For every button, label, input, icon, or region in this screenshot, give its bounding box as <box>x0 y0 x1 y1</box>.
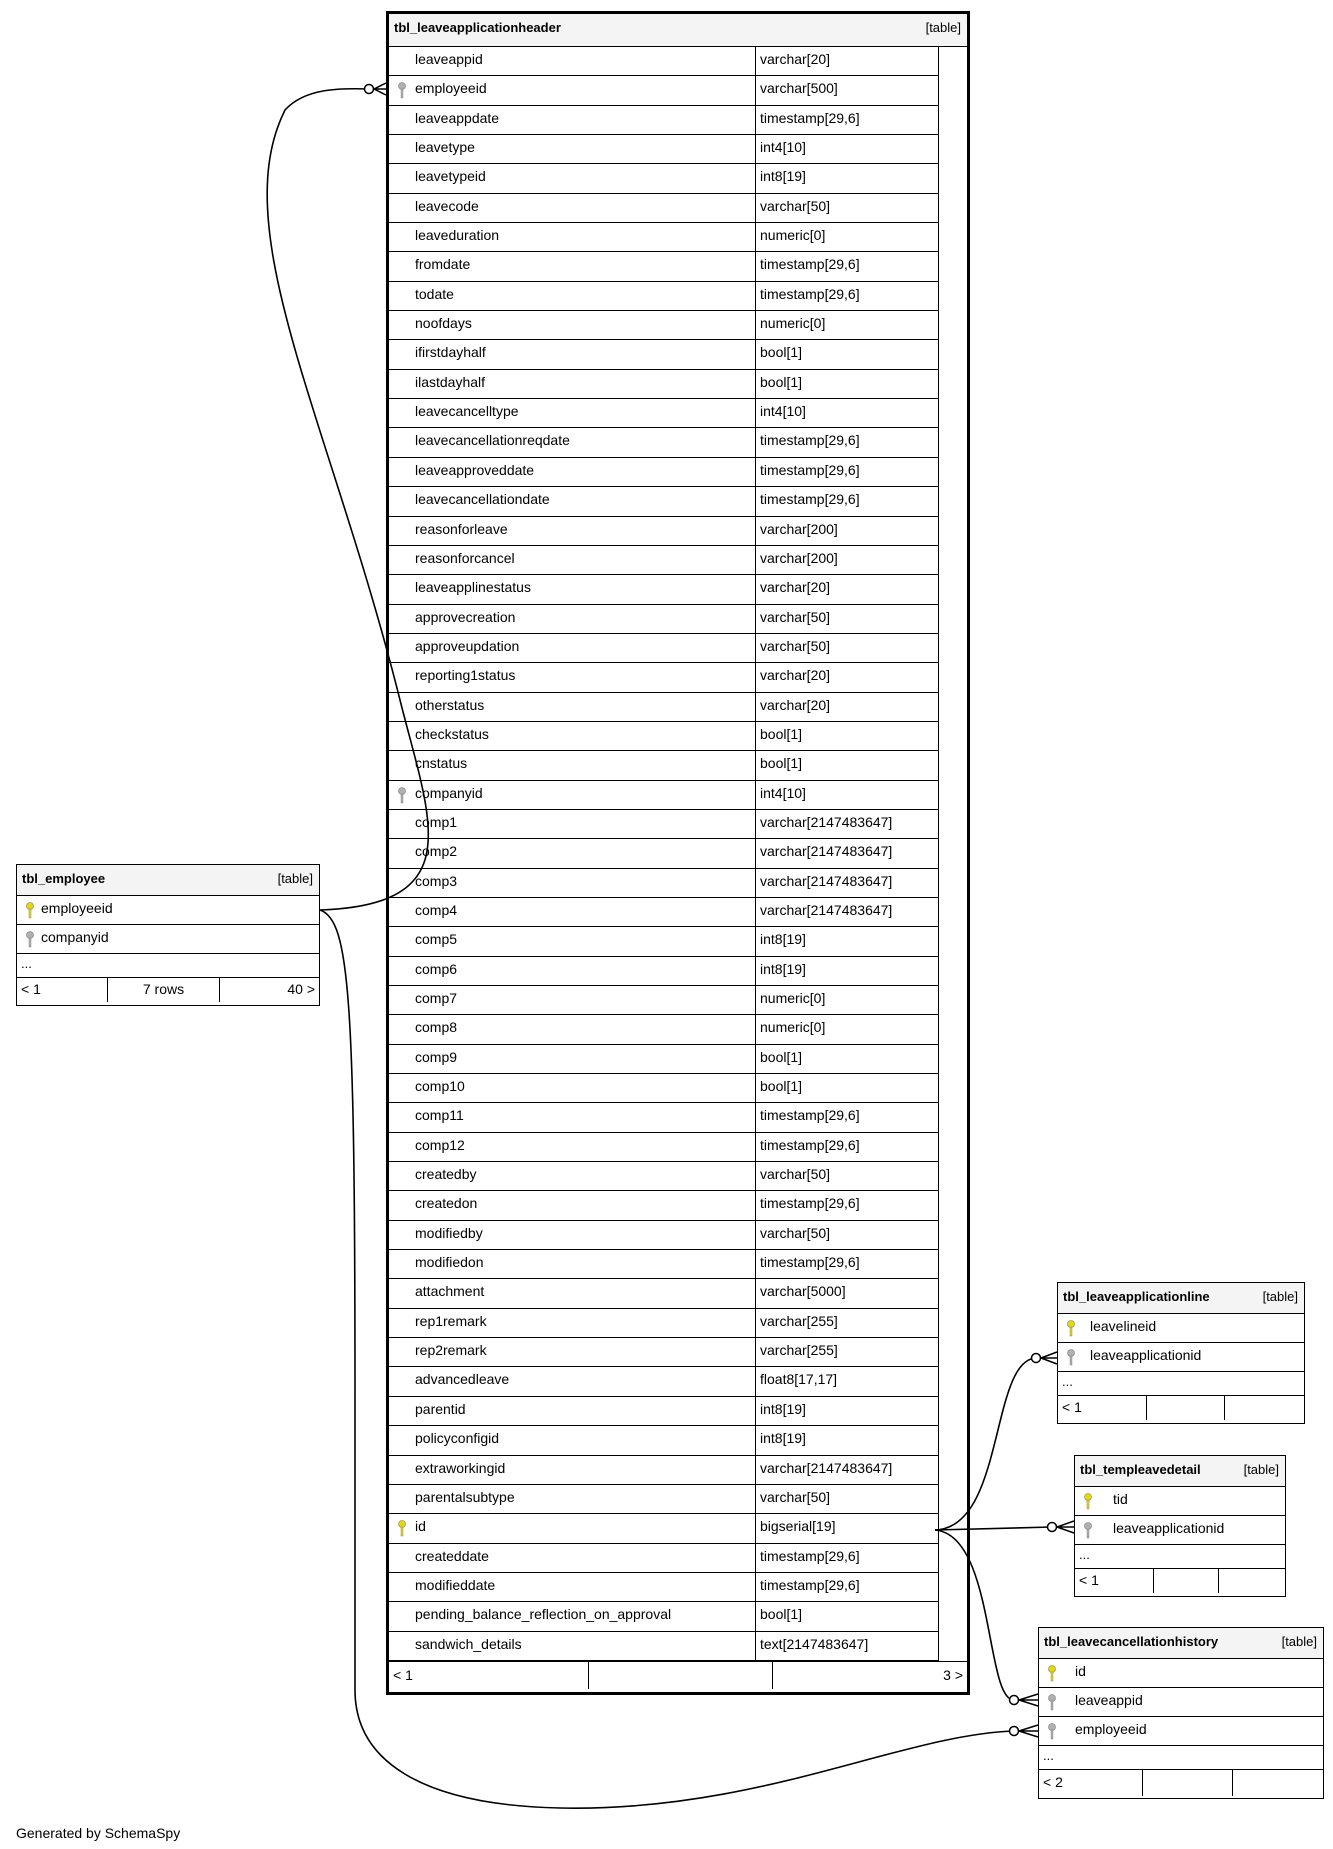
column-type: int4[10] <box>755 399 806 427</box>
column-type: varchar[200] <box>755 546 838 574</box>
column-type: bool[1] <box>755 340 802 368</box>
crowfoot-marker <box>1041 1352 1057 1364</box>
column-name: leaveappid <box>1075 1692 1143 1708</box>
column-name: checkstatus <box>415 725 489 742</box>
column-type: varchar[200] <box>755 517 838 545</box>
footer-rows: 7 rows <box>108 978 220 1002</box>
column-type: bool[1] <box>755 1045 802 1073</box>
column-type: varchar[2147483647] <box>755 898 892 926</box>
column-name: leaveapproveddate <box>415 461 535 478</box>
column-name: leavelineid <box>1090 1318 1157 1334</box>
table-type-label: [table] <box>1281 1634 1317 1649</box>
column-name: cnstatus <box>415 755 468 772</box>
column-type: varchar[20] <box>755 575 830 603</box>
column-name: rep1remark <box>415 1312 487 1329</box>
column-name: comp12 <box>415 1136 465 1153</box>
column-type: varchar[20] <box>755 693 830 721</box>
table-type-label: [table] <box>277 871 313 886</box>
table-name: tbl_leaveapplicationheader <box>394 20 561 35</box>
column-name: comp9 <box>415 1048 458 1065</box>
column-type: int8[19] <box>755 1397 806 1425</box>
column-type: bool[1] <box>755 370 802 398</box>
column-type: varchar[255] <box>755 1309 838 1337</box>
column-type: text[2147483647] <box>755 1632 868 1660</box>
column-name: comp7 <box>415 990 458 1006</box>
column-type: bool[1] <box>755 722 802 750</box>
table-name: tbl_employee <box>22 871 106 886</box>
column-name: reasonforcancel <box>415 549 515 566</box>
column-type: bigserial[19] <box>755 1514 836 1542</box>
column-name: leaveappdate <box>415 109 500 126</box>
column-type: bool[1] <box>755 1074 802 1102</box>
column-type: varchar[50] <box>755 1221 830 1249</box>
column-type: timestamp[29,6] <box>755 487 860 515</box>
footer-prev[interactable]: < 1 <box>1075 1569 1154 1593</box>
column-name: comp4 <box>415 901 458 918</box>
link-employee-to-header-employeeid <box>267 89 428 910</box>
column-type: varchar[255] <box>755 1338 838 1366</box>
column-name: employeeid <box>1075 1721 1147 1737</box>
column-type: varchar[5000] <box>755 1279 846 1307</box>
column-name: employeeid <box>415 80 487 97</box>
column-type: varchar[2147483647] <box>755 869 892 897</box>
crowfoot-marker <box>374 83 386 95</box>
column-name: approvecreation <box>415 608 516 625</box>
column-name: comp5 <box>415 931 458 948</box>
link-employee-to-cancellation-employeeid <box>320 910 1014 1808</box>
column-name: extraworkingid <box>415 1459 506 1476</box>
column-name: approveupdation <box>415 637 520 654</box>
column-name: attachment <box>415 1283 485 1300</box>
column-name: comp6 <box>415 960 458 977</box>
column-type: bool[1] <box>755 1602 802 1630</box>
more-columns-ellipsis: ... <box>1075 1545 1285 1569</box>
crowfoot-marker <box>1019 1694 1038 1706</box>
table-type-label: [table] <box>925 20 961 35</box>
table-type-label: [table] <box>1243 1462 1279 1477</box>
optional-marker <box>365 85 374 94</box>
column-type: timestamp[29,6] <box>755 1103 860 1131</box>
column-type: varchar[2147483647] <box>755 839 892 867</box>
column-name: leavetypeid <box>415 168 486 185</box>
column-type: timestamp[29,6] <box>755 1250 860 1278</box>
more-columns-ellipsis: ... <box>1058 1372 1304 1396</box>
link-header-id-to-cancellation <box>935 1530 1014 1700</box>
column-type: varchar[50] <box>755 605 830 633</box>
column-name: createdon <box>415 1195 478 1212</box>
more-columns-ellipsis: ... <box>17 954 319 978</box>
column-type: numeric[0] <box>755 986 825 1014</box>
column-type: numeric[0] <box>755 1015 825 1043</box>
column-name: createddate <box>415 1547 489 1564</box>
crowfoot-marker <box>1019 1725 1038 1737</box>
column-type: timestamp[29,6] <box>755 1544 860 1572</box>
column-type: varchar[20] <box>755 663 830 691</box>
column-name: companyid <box>415 784 483 801</box>
column-type: varchar[50] <box>755 1162 830 1190</box>
footer-next[interactable]: 40 > <box>287 981 315 997</box>
column-type: varchar[50] <box>755 1485 830 1513</box>
column-type: timestamp[29,6] <box>755 458 860 486</box>
table-type-label: [table] <box>1262 1289 1298 1304</box>
column-name: employeeid <box>41 900 113 916</box>
column-type: varchar[50] <box>755 194 830 222</box>
column-name: parentid <box>415 1400 466 1417</box>
column-name: parentalsubtype <box>415 1488 515 1505</box>
table-name: tbl_templeavedetail <box>1080 1462 1201 1477</box>
crowfoot-marker <box>1057 1521 1074 1533</box>
column-name: comp10 <box>415 1078 465 1095</box>
column-name: id <box>415 1518 426 1535</box>
column-type: varchar[2147483647] <box>755 810 892 838</box>
link-header-id-to-line <box>935 1358 1036 1530</box>
footer-next[interactable]: 3 > <box>943 1666 963 1683</box>
column-type: timestamp[29,6] <box>755 428 860 456</box>
column-name: rep2remark <box>415 1342 487 1359</box>
column-type: timestamp[29,6] <box>755 1191 860 1219</box>
column-name: sandwich_details <box>415 1635 522 1652</box>
table-name: tbl_leavecancellationhistory <box>1044 1634 1219 1649</box>
column-name: comp2 <box>415 843 458 860</box>
optional-marker <box>1010 1696 1019 1705</box>
column-type: varchar[500] <box>755 76 838 104</box>
column-type: timestamp[29,6] <box>755 252 860 280</box>
column-name: comp8 <box>415 1019 458 1036</box>
column-name: companyid <box>41 929 109 945</box>
footer-prev[interactable]: < 2 <box>1039 1770 1143 1796</box>
generated-by-label: Generated by SchemaSpy <box>16 1825 181 1841</box>
column-name: ifirstdayhalf <box>415 344 486 361</box>
column-name: reasonforleave <box>415 520 508 537</box>
footer-prev[interactable]: < 1 <box>17 978 108 1002</box>
column-type: timestamp[29,6] <box>755 106 860 134</box>
column-name: modifiedby <box>415 1224 483 1241</box>
column-type: bool[1] <box>755 751 802 779</box>
column-name: reporting1status <box>415 667 516 684</box>
column-type: int8[19] <box>755 1426 806 1454</box>
column-name: leavecancelltype <box>415 403 519 420</box>
column-name: tid <box>1113 1491 1128 1507</box>
column-name: leaveappid <box>415 51 483 67</box>
column-type: int4[10] <box>755 135 806 163</box>
column-name: createdby <box>415 1166 477 1183</box>
column-name: advancedleave <box>415 1371 510 1388</box>
column-type: int4[10] <box>755 781 806 809</box>
column-name: leavecode <box>415 197 479 214</box>
column-name: fromdate <box>415 256 471 273</box>
column-name: comp3 <box>415 872 458 889</box>
column-name: leavetype <box>415 139 475 156</box>
column-name: policyconfigid <box>415 1430 500 1447</box>
column-name: id <box>1075 1663 1086 1679</box>
column-name: modifieddate <box>415 1576 496 1593</box>
more-columns-ellipsis: ... <box>1039 1746 1323 1770</box>
column-name: pending_balance_reflection_on_approval <box>415 1606 672 1623</box>
column-type: timestamp[29,6] <box>755 282 860 310</box>
column-name: comp11 <box>415 1107 464 1124</box>
footer-prev[interactable]: < 1 <box>389 1662 589 1689</box>
column-type: int8[19] <box>755 957 806 985</box>
column-name: leaveapplinestatus <box>415 579 531 596</box>
column-type: numeric[0] <box>755 223 825 251</box>
column-type: int8[19] <box>755 164 806 192</box>
column-name: otherstatus <box>415 696 485 713</box>
footer-prev[interactable]: < 1 <box>1058 1396 1147 1420</box>
column-name: leavecancellationdate <box>415 491 550 508</box>
column-type: numeric[0] <box>755 311 825 339</box>
column-type: varchar[2147483647] <box>755 1456 892 1484</box>
column-type: int8[19] <box>755 927 806 955</box>
column-type: varchar[50] <box>755 634 830 662</box>
optional-marker <box>1010 1727 1019 1736</box>
table-name: tbl_leaveapplicationline <box>1063 1289 1210 1304</box>
column-type: timestamp[29,6] <box>755 1573 860 1601</box>
column-name: noofdays <box>415 315 472 332</box>
column-name: leaveapplicationid <box>1113 1520 1225 1536</box>
column-name: modifiedon <box>415 1254 484 1271</box>
column-name: ilastdayhalf <box>415 373 486 390</box>
column-name: comp1 <box>415 813 458 830</box>
link-header-id-to-temp <box>935 1527 1052 1530</box>
column-type: varchar[20] <box>755 47 830 75</box>
column-name: leavecancellationreqdate <box>415 432 570 449</box>
column-name: leaveduration <box>415 227 500 244</box>
column-name: todate <box>415 285 454 302</box>
column-name: leaveapplicationid <box>1090 1347 1202 1363</box>
column-type: timestamp[29,6] <box>755 1133 860 1161</box>
column-type: float8[17,17] <box>755 1367 837 1395</box>
optional-marker <box>1032 1354 1041 1363</box>
optional-marker <box>1048 1523 1057 1532</box>
